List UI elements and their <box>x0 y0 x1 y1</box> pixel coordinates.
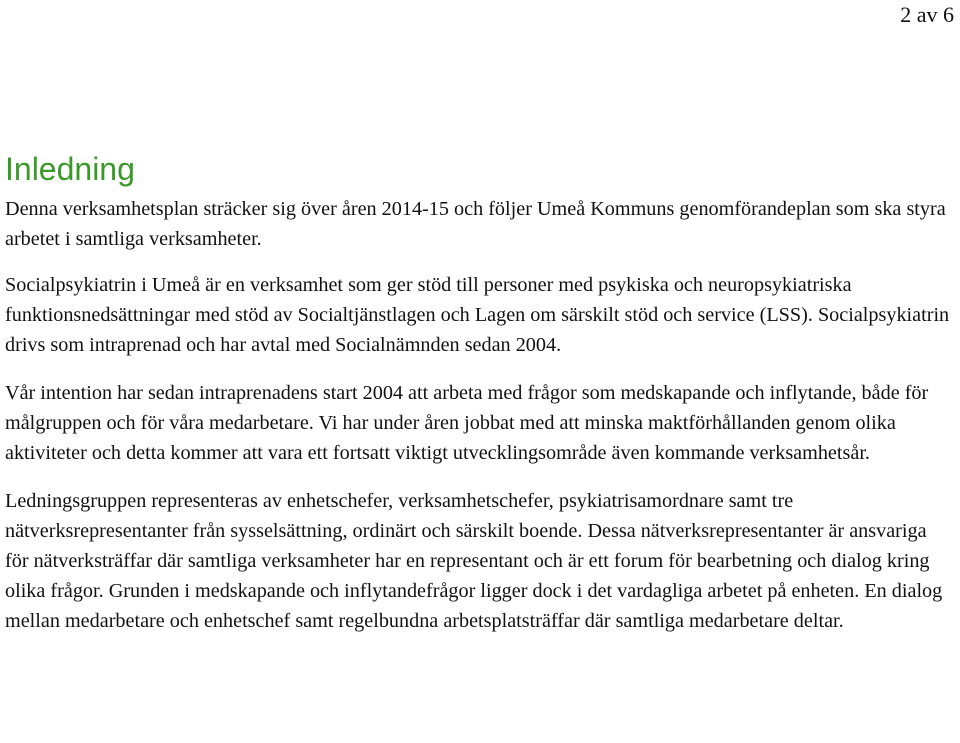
paragraph-intention: Vår intention har sedan intraprenadens start 2004 att arbeta med frågor som medskapande och inflytande, både för målgruppen och för våra medarbetare. Vi har under åren jobbat med att minska maktförhållanden genom olika aktiviteter och detta kommer att vara ett fortsatt viktigt utvecklingsområde även kommande verksamhetsår. <box>5 382 929 464</box>
page-number: 2 av 6 <box>900 2 954 27</box>
section-heading: Inledning <box>5 151 135 187</box>
paragraph-intro: Denna verksamhetsplan sträcker sig över åren 2014-15 och följer Umeå Kommuns genomförandeplan som ska styra arbetet i samtliga verksamheter. <box>5 198 946 250</box>
document-body <box>5 150 955 636</box>
paragraph-socialpsykiatrin: Socialpsykiatrin i Umeå är en verksamhet som ger stöd till personer med psykiska och neuropsykiatriska funktionsnedsättningar med stöd av Socialtjänstlagen och Lagen om särskilt stöd och service (LSS). Socialpsykiatrin drivs som intraprenad och har avtal med Socialnämnden sedan 2004. <box>5 274 950 356</box>
paragraph-ledningsgruppen: Ledningsgruppen representeras av enhetschefer, verksamhetschefer, psykiatrisamordnare samt tre nätverksrepresentanter från sysselsättning, ordinärt och särskilt boende. Dessa nätverksrepresentanter är ansvariga för nätverksträffar där samtliga verksamheter har en representant och är ett forum för bearbetning och dialog kring olika frågor. Grunden i medskapande och inflytandefrågor ligger dock i det vardagliga arbetet på enheten. En dialog mellan medarbetare och enhetschef samt regelbundna arbetsplatsträffar där samtliga medarbetare deltar. <box>5 490 943 632</box>
